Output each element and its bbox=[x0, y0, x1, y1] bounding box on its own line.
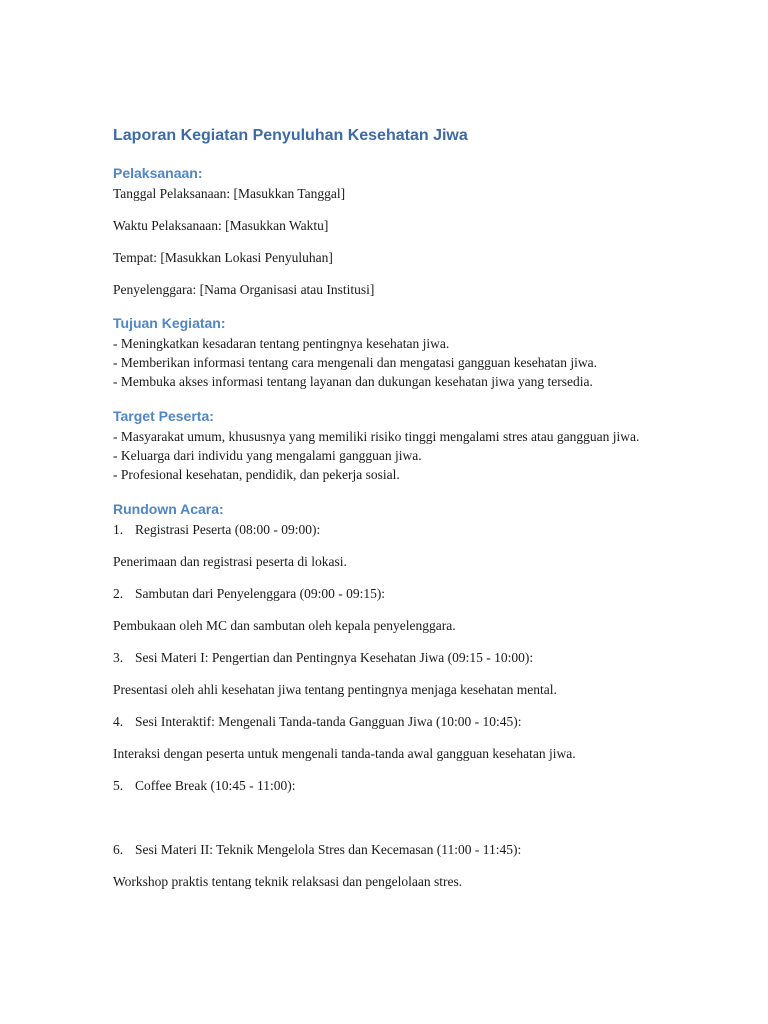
rundown-description: Penerimaan dan registrasi peserta di lokasi. bbox=[113, 554, 347, 569]
target-item: - Profesional kesehatan, pendidik, dan pekerja sosial. bbox=[113, 467, 400, 482]
rundown-item bbox=[113, 840, 673, 859]
rundown-item bbox=[113, 648, 673, 667]
rundown-number: 5. bbox=[113, 778, 124, 793]
target-list bbox=[113, 427, 673, 484]
penyelenggara-line: Penyelenggara: [Nama Organisasi atau Institusi] bbox=[113, 282, 375, 297]
rundown-number: 4. bbox=[113, 714, 124, 729]
rundown-item bbox=[113, 712, 673, 731]
tujuan-list bbox=[113, 334, 673, 391]
target-item: - Masyarakat umum, khususnya yang memiliki risiko tinggi mengalami stres atau gangguan jiwa. bbox=[113, 429, 640, 444]
rundown-description: Presentasi oleh ahli kesehatan jiwa tentang pentingnya menjaga kesehatan mental. bbox=[113, 682, 557, 697]
rundown-number: 2. bbox=[113, 586, 124, 601]
tempat-line: Tempat: [Masukkan Lokasi Penyuluhan] bbox=[113, 250, 333, 265]
tujuan-item: - Membuka akses informasi tentang layanan dan dukungan kesehatan jiwa yang tersedia. bbox=[113, 374, 593, 389]
rundown-item bbox=[113, 520, 673, 539]
rundown-label: Sesi Materi I: Pengertian dan Pentingnya Kesehatan Jiwa (09:15 - 10:00): bbox=[135, 650, 534, 665]
section-heading-tujuan: Tujuan Kegiatan: bbox=[113, 315, 226, 331]
tujuan-item: - Meningkatkan kesadaran tentang pentingnya kesehatan jiwa. bbox=[113, 336, 450, 351]
document-title: Laporan Kegiatan Penyuluhan Kesehatan Jiwa bbox=[113, 127, 468, 144]
tujuan-item: - Memberikan informasi tentang cara mengenali dan mengatasi gangguan kesehatan jiwa. bbox=[113, 355, 597, 370]
rundown-item bbox=[113, 584, 673, 603]
rundown-label: Sesi Interaktif: Mengenali Tanda-tanda Gangguan Jiwa (10:00 - 10:45): bbox=[135, 714, 522, 729]
section-heading-rundown: Rundown Acara: bbox=[113, 501, 224, 517]
document-page bbox=[113, 124, 673, 904]
section-heading-target: Target Peserta: bbox=[113, 408, 214, 424]
rundown-description: Workshop praktis tentang teknik relaksasi dan pengelolaan stres. bbox=[113, 874, 463, 889]
rundown-item bbox=[113, 776, 673, 795]
section-heading-pelaksanaan: Pelaksanaan: bbox=[113, 165, 203, 181]
rundown-description: Pembukaan oleh MC dan sambutan oleh kepala penyelenggara. bbox=[113, 618, 456, 633]
rundown-label: Coffee Break (10:45 - 11:00): bbox=[135, 778, 296, 793]
tanggal-line: Tanggal Pelaksanaan: [Masukkan Tanggal] bbox=[113, 186, 346, 201]
rundown-description: Interaksi dengan peserta untuk mengenali tanda-tanda awal gangguan kesehatan jiwa. bbox=[113, 746, 576, 761]
target-item: - Keluarga dari individu yang mengalami gangguan jiwa. bbox=[113, 448, 422, 463]
rundown-number: 6. bbox=[113, 842, 124, 857]
rundown-label: Registrasi Peserta (08:00 - 09:00): bbox=[135, 522, 321, 537]
rundown-number: 3. bbox=[113, 650, 124, 665]
rundown-number: 1. bbox=[113, 522, 124, 537]
rundown-label: Sambutan dari Penyelenggara (09:00 - 09:15): bbox=[135, 586, 386, 601]
waktu-line: Waktu Pelaksanaan: [Masukkan Waktu] bbox=[113, 218, 329, 233]
rundown-label: Sesi Materi II: Teknik Mengelola Stres dan Kecemasan (11:00 - 11:45): bbox=[135, 842, 522, 857]
rundown-description-empty bbox=[113, 808, 673, 827]
